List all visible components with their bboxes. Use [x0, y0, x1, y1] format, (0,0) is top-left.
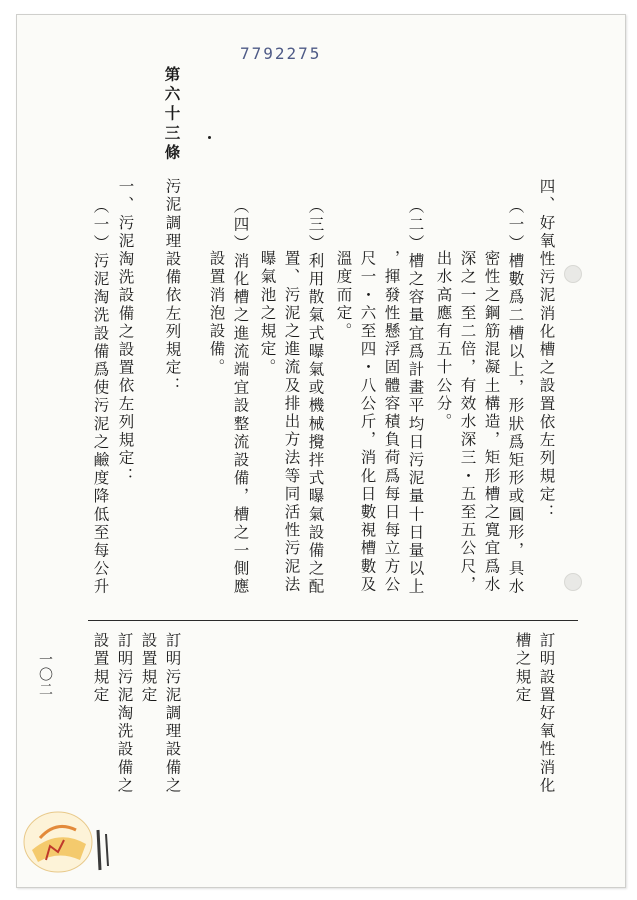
item4-sub1-line4: 出水高應有五十公分。	[434, 250, 453, 431]
article-63-item1: 一、污泥淘洗設備之設置依左列規定：	[116, 178, 135, 486]
item4-sub1-line3: 深之一至二倍，有效水深三・五至五公尺，	[458, 250, 477, 594]
note-a-line1: 訂明設置好氧性消化	[537, 632, 556, 795]
note-b-line2: 設置規定	[139, 632, 158, 705]
item4-sub4-line1: （四）消化槽之進流端宜設整流設備，槽之一側應	[231, 198, 250, 597]
item4-sub2-line3: 尺一・六至四・八公斤，消化日數視槽數及	[358, 250, 377, 594]
page-number: 一〇二	[37, 652, 53, 697]
library-logo-icon	[18, 800, 128, 880]
item4-sub2-line2: ，揮發性懸浮固體容積負荷爲每日每立方公	[382, 250, 401, 594]
article-63-intro: 污泥調理設備依左列規定：	[163, 178, 182, 396]
note-c-line1: 訂明污泥淘洗設備之	[115, 632, 134, 795]
document-stamp-number: 7792275	[240, 44, 322, 63]
item4-sub2-line1: （二）槽之容量宜爲計畫平均日污泥量十日量以上	[406, 198, 425, 597]
note-a-line2: 槽之規定	[513, 632, 532, 705]
punch-hole-bottom	[564, 573, 582, 591]
note-b-line1: 訂明污泥調理設備之	[163, 632, 182, 795]
section-divider	[88, 620, 578, 621]
item4-sub3-line3: 曝氣池之規定。	[258, 250, 277, 377]
item4-sub2-line4: 溫度而定。	[334, 250, 353, 341]
item4-sub1-line1: （一）槽數爲二槽以上，形狀爲矩形或圓形，具水	[506, 198, 525, 597]
item4-sub4-line2: 設置消泡設備。	[207, 250, 226, 377]
item4-sub1-line2: 密性之鋼筋混凝土構造，矩形槽之寬宜爲水	[482, 250, 501, 594]
article-63-title: 第六十三條	[162, 66, 182, 164]
item4-sub3-line1: （三）利用散氣式曝氣或機械攪拌式曝氣設備之配	[306, 198, 325, 597]
item4-sub3-line2: 置、污泥之進流及排出方法等同活性污泥法	[282, 250, 301, 594]
item4-heading: 四、好氧性污泥消化槽之設置依左列規定：	[537, 178, 556, 522]
punctuation-dot	[208, 136, 211, 139]
note-c-line2: 設置規定	[91, 632, 110, 705]
punch-hole-top	[564, 265, 582, 283]
article-63-item1-sub1: （一）污泥淘洗設備爲使污泥之鹼度降低至每公升	[91, 198, 110, 597]
